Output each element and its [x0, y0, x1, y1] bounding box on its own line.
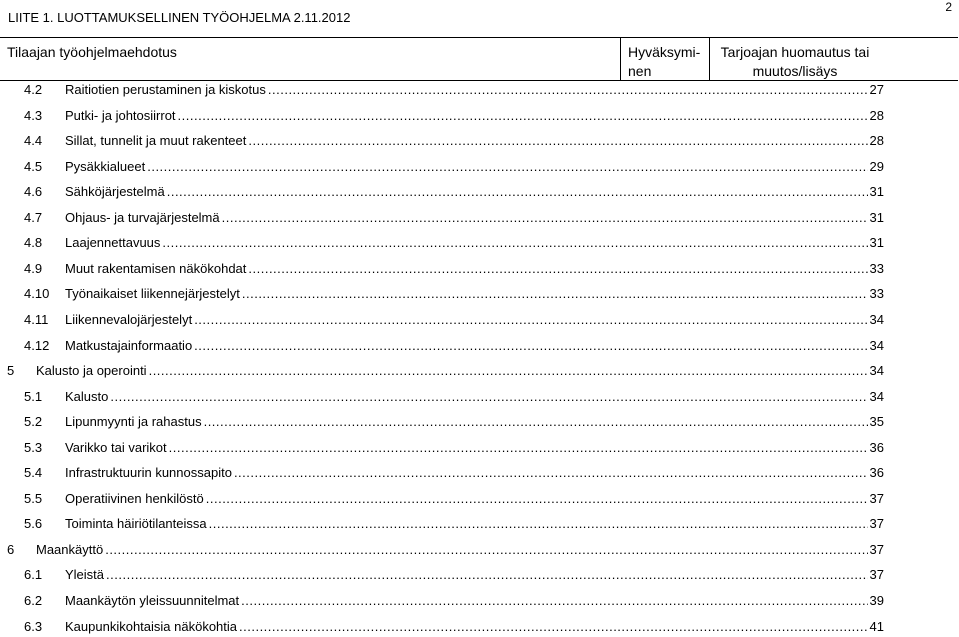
- toc-entry-line: [65, 438, 884, 458]
- toc-entry[interactable]: [0, 284, 884, 304]
- column-header-remarks-line2: muutos/lisäys: [752, 63, 838, 79]
- toc-entry-page: 36: [869, 439, 884, 455]
- toc-entry-line: [65, 106, 884, 126]
- toc-entry-page: 31: [869, 235, 884, 251]
- toc-leader-dots: [105, 540, 867, 560]
- toc-entry[interactable]: [0, 514, 884, 534]
- toc-entry-title: Raitiotien perustaminen ja kiskotus: [65, 82, 266, 97]
- toc-entry-number: 4.9: [24, 260, 43, 276]
- toc-entry-line: [65, 514, 884, 534]
- toc-entry-number: 6.3: [24, 618, 43, 634]
- toc-entry-title: Kalusto: [65, 388, 109, 404]
- column-header-remarks-line1: Tarjoajan huomautus tai: [720, 44, 870, 60]
- toc-leader-dots: [106, 565, 868, 585]
- toc-entry-title: Putki- ja johtosiirrot: [65, 107, 176, 123]
- toc-entry-title: Kalusto ja operointi: [36, 363, 147, 379]
- table-header: [0, 37, 958, 81]
- toc-entry-line: [65, 233, 884, 253]
- toc-leader-dots: [206, 489, 868, 509]
- toc-entry-number: 5.1: [24, 388, 43, 404]
- toc-entry-page: 28: [869, 133, 884, 149]
- toc-entry-number: 4.12: [24, 337, 50, 353]
- toc-entry-title: Sillat, tunnelit ja muut rakenteet: [65, 133, 247, 149]
- toc-entry-number: 4.8: [24, 235, 43, 251]
- toc-leader-dots: [147, 157, 867, 177]
- toc-entry-line: [65, 208, 884, 228]
- toc-leader-dots: [209, 514, 868, 534]
- toc-leader-dots: [194, 310, 867, 330]
- toc-entry-title: Varikko tai varikot: [65, 439, 167, 455]
- toc-entry-title: Kaupunkikohtaisia näkökohtia: [65, 618, 238, 634]
- toc-entry[interactable]: [0, 336, 884, 356]
- toc-entry-line: [65, 489, 884, 509]
- toc-leader-dots: [239, 617, 868, 637]
- toc-entry-number: 5.3: [24, 439, 43, 455]
- toc-entry-page: 37: [869, 490, 884, 506]
- toc-entry[interactable]: [0, 259, 884, 279]
- toc-entry-title: Muut rakentamisen näkökohdat: [65, 260, 247, 276]
- page-number: 2: [945, 0, 952, 14]
- toc-entry-page: 31: [869, 184, 884, 200]
- toc-entry-line: [65, 617, 884, 637]
- toc-entry-line: [36, 361, 884, 381]
- toc-entry-number: 6.2: [24, 593, 43, 608]
- toc-entry-title: Toiminta häiriötilanteissa: [65, 516, 207, 532]
- toc-entry[interactable]: [0, 412, 884, 432]
- toc-entry-page: 35: [869, 414, 884, 430]
- toc-entry-title: Laajennettavuus: [65, 235, 161, 251]
- toc-leader-dots: [162, 233, 867, 253]
- toc-leader-dots: [167, 182, 868, 202]
- toc-entry-title: Työnaikaiset liikennejärjestelyt: [65, 286, 240, 302]
- toc-entry-page: 34: [869, 311, 884, 327]
- toc-entry-number: 4.6: [24, 184, 43, 200]
- toc-entry[interactable]: [0, 463, 884, 483]
- toc-entry-page: 28: [869, 107, 884, 123]
- toc-entry-line: [36, 540, 884, 560]
- toc-entry-title: Pysäkkialueet: [65, 158, 146, 174]
- toc-entry-number: 4.3: [24, 107, 43, 123]
- toc-entry-title: Sähköjärjestelmä: [65, 184, 165, 200]
- toc-entry-line: [65, 387, 884, 407]
- toc-entry-page: 37: [869, 541, 884, 557]
- toc-entry-title: Ohjaus- ja turvajärjestelmä: [65, 209, 220, 225]
- toc-entry[interactable]: [0, 131, 884, 151]
- toc-entry-number: 5.4: [24, 465, 43, 481]
- toc-entry[interactable]: [0, 106, 884, 126]
- toc-entry-line: [65, 284, 884, 304]
- toc-entry[interactable]: [0, 310, 884, 330]
- toc-entry[interactable]: [0, 208, 884, 228]
- toc-entry-page: 27: [869, 82, 884, 97]
- toc-entry-number: 5: [7, 363, 15, 379]
- toc-entry[interactable]: [0, 361, 884, 381]
- toc-entry-number: 6.1: [24, 567, 43, 583]
- toc-entry-page: 29: [869, 158, 884, 174]
- toc-entry[interactable]: [0, 233, 884, 253]
- toc-entry-title: Operatiivinen henkilöstö: [65, 490, 204, 506]
- toc-entry-page: 34: [869, 337, 884, 353]
- toc-entry-line: [65, 259, 884, 279]
- toc-leader-dots: [204, 412, 868, 432]
- toc-entry-title: Lipunmyynti ja rahastus: [65, 414, 202, 430]
- toc-entry[interactable]: [0, 387, 884, 407]
- toc-entry-line: [65, 336, 884, 356]
- toc-entry-page: 41: [869, 618, 884, 634]
- toc-entry-number: 4.10: [24, 286, 50, 302]
- toc-entry-number: 4.4: [24, 133, 43, 149]
- toc-entry-title: Yleistä: [65, 567, 105, 583]
- toc-leader-dots: [222, 208, 868, 228]
- toc-entry-line: [65, 182, 884, 202]
- toc-entry[interactable]: [0, 617, 884, 637]
- toc-leader-dots: [149, 361, 868, 381]
- toc-entry-title: Maankäyttö: [36, 541, 104, 557]
- toc-leader-dots: [178, 106, 868, 126]
- toc-entry[interactable]: [0, 591, 884, 611]
- toc-entry-line: [65, 131, 884, 151]
- toc-entry[interactable]: [0, 565, 884, 585]
- toc-entry-number: 6: [7, 541, 15, 557]
- toc-entry-line: [65, 565, 884, 585]
- toc-entry-number: 4.11: [24, 311, 49, 327]
- toc-entry-line: [65, 412, 884, 432]
- toc-entry[interactable]: [0, 489, 884, 509]
- toc-entry-page: 33: [869, 260, 884, 276]
- toc-leader-dots: [169, 438, 868, 458]
- toc-entry-title: Matkustajainformaatio: [65, 337, 193, 353]
- toc-entry[interactable]: [0, 540, 884, 560]
- column-divider: [620, 38, 621, 80]
- column-divider: [709, 38, 710, 80]
- toc-leader-dots: [242, 284, 868, 304]
- column-header-approval: [628, 43, 713, 81]
- toc-entry-number: 5.2: [24, 414, 43, 430]
- toc-entry-number: 5.5: [24, 490, 43, 506]
- toc-entry-number: 4.2: [24, 82, 43, 97]
- toc-entry-title: Maankäytön yleissuunnitelmat: [65, 593, 240, 608]
- toc-entry-number: 4.5: [24, 158, 43, 174]
- toc-leader-dots: [234, 463, 868, 483]
- toc-entry-line: [65, 591, 884, 611]
- toc-leader-dots: [241, 591, 867, 611]
- toc-entry[interactable]: [0, 157, 884, 177]
- column-header-approval-line2: nen: [628, 63, 652, 79]
- toc-leader-dots: [268, 80, 868, 100]
- toc-entry-line: [65, 80, 884, 100]
- toc-entry-page: 37: [869, 516, 884, 532]
- header-title: LIITE 1. LUOTTAMUKSELLINEN TYÖOHJELMA 2.11.2012: [8, 10, 351, 25]
- toc-leader-dots: [248, 259, 867, 279]
- toc-entry-line: [65, 463, 884, 483]
- toc-leader-dots: [248, 131, 867, 151]
- toc-leader-dots: [110, 387, 867, 407]
- toc-entry[interactable]: [0, 80, 884, 100]
- toc-entry-line: [65, 157, 884, 177]
- toc-entry-page: 36: [869, 465, 884, 481]
- toc-entry-page: 33: [869, 286, 884, 302]
- toc-entry-page: 31: [869, 209, 884, 225]
- toc-entry-page: 34: [869, 388, 884, 404]
- toc-entry-title: Liikennevalojärjestelyt: [65, 311, 193, 327]
- toc-entry-page: 39: [869, 593, 884, 608]
- toc-entry-line: [65, 310, 884, 330]
- toc-leader-dots: [194, 336, 867, 356]
- toc-entry-page: 37: [869, 567, 884, 583]
- column-header-remarks: [716, 43, 874, 81]
- column-header-proposal: Tilaajan työohjelmaehdotus: [7, 44, 177, 60]
- toc-entry-number: 5.6: [24, 516, 43, 532]
- toc-entry-page: 34: [869, 363, 884, 379]
- column-header-approval-line1: Hyväksymi-: [628, 44, 701, 60]
- toc-entry-title: Infrastruktuurin kunnossapito: [65, 465, 232, 481]
- toc-entry[interactable]: [0, 438, 884, 458]
- toc-entry-number: 4.7: [24, 209, 43, 225]
- toc-entry[interactable]: [0, 182, 884, 202]
